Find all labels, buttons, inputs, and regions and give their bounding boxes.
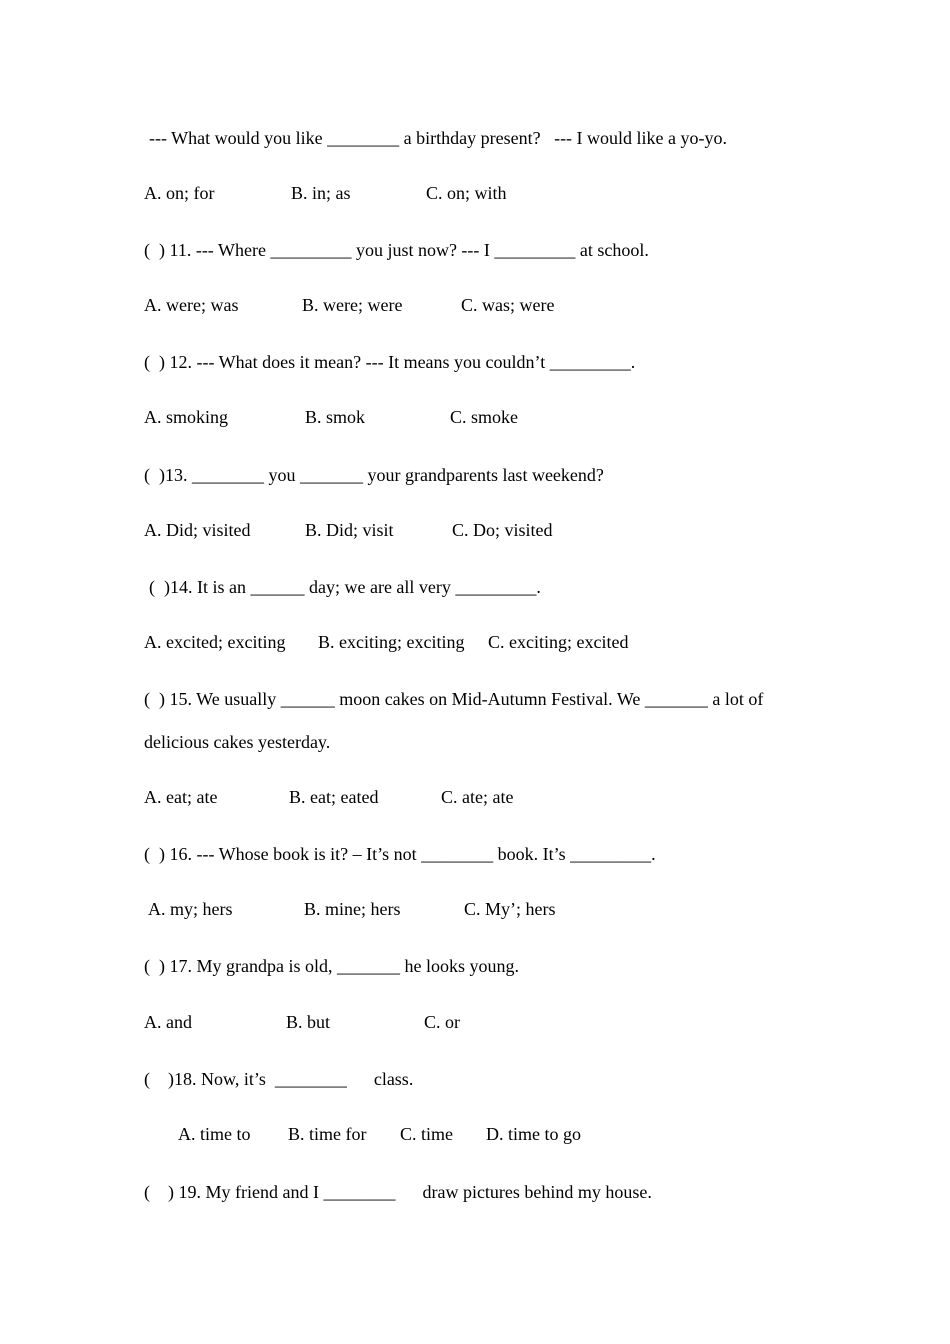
q14-option-a: A. excited; exciting bbox=[144, 632, 286, 652]
q12-option-a: A. smoking bbox=[144, 407, 229, 427]
q11-option-b: B. were; were bbox=[302, 295, 403, 315]
question-12-text: ( ) 12. --- What does it mean? --- It means you couldn’t _________. bbox=[144, 352, 636, 372]
question-10-text: --- What would you like ________ a birthday present? --- I would like a yo-yo. bbox=[149, 128, 728, 148]
question-13-text: ( )13. ________ you _______ your grandparents last weekend? bbox=[144, 465, 604, 485]
question-18-text: ( )18. Now, it’s ________ class. bbox=[144, 1069, 414, 1089]
q10-option-c: C. on; with bbox=[426, 183, 507, 203]
q13-option-a: A. Did; visited bbox=[144, 520, 251, 540]
q16-option-a: A. my; hers bbox=[148, 899, 233, 919]
q10-option-a: A. on; for bbox=[144, 183, 215, 203]
q13-option-c: C. Do; visited bbox=[452, 520, 553, 540]
question-11-text: ( ) 11. --- Where _________ you just now? --- I _________ at school. bbox=[144, 240, 649, 260]
q13-option-b: B. Did; visit bbox=[305, 520, 394, 540]
q18-option-d: D. time to go bbox=[486, 1124, 581, 1144]
q11-option-a: A. were; was bbox=[144, 295, 239, 315]
q12-option-b: B. smok bbox=[305, 407, 366, 427]
q18-option-a: A. time to bbox=[178, 1124, 251, 1144]
question-15-text-line2: delicious cakes yesterday. bbox=[144, 732, 331, 752]
question-14-text: ( )14. It is an ______ day; we are all very _________. bbox=[149, 577, 541, 597]
q15-option-a: A. eat; ate bbox=[144, 787, 218, 807]
q17-option-b: B. but bbox=[286, 1012, 331, 1032]
q10-option-b: B. in; as bbox=[291, 183, 351, 203]
q14-option-b: B. exciting; exciting bbox=[318, 632, 465, 652]
q14-option-c: C. exciting; excited bbox=[488, 632, 629, 652]
question-16-text: ( ) 16. --- Whose book is it? – It’s not ________ book. It’s _________. bbox=[144, 844, 656, 864]
q16-option-b: B. mine; hers bbox=[304, 899, 401, 919]
q16-option-c: C. My’; hers bbox=[464, 899, 556, 919]
q11-option-c: C. was; were bbox=[461, 295, 555, 315]
q15-option-c: C. ate; ate bbox=[441, 787, 514, 807]
q18-option-c: C. time bbox=[400, 1124, 453, 1144]
q18-option-b: B. time for bbox=[288, 1124, 367, 1144]
q12-option-c: C. smoke bbox=[450, 407, 519, 427]
q15-option-b: B. eat; eated bbox=[289, 787, 379, 807]
question-15-text-line1: ( ) 15. We usually ______ moon cakes on Mid-Autumn Festival. We _______ a lot of bbox=[144, 689, 764, 709]
q17-option-c: C. or bbox=[424, 1012, 460, 1032]
question-17-text: ( ) 17. My grandpa is old, _______ he looks young. bbox=[144, 956, 519, 976]
question-19-text: ( ) 19. My friend and I ________ draw pictures behind my house. bbox=[144, 1182, 652, 1202]
q17-option-a: A. and bbox=[144, 1012, 192, 1032]
